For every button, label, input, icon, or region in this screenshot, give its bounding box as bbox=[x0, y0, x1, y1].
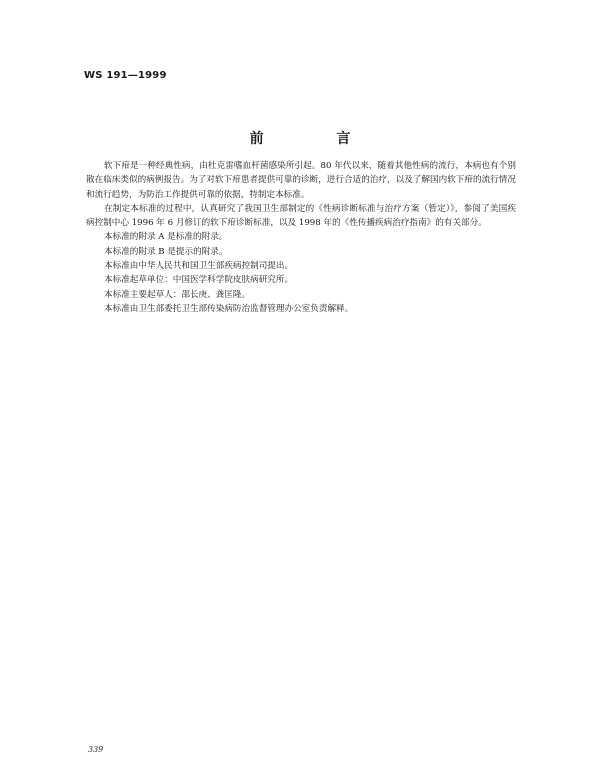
standard-code: WS 191—1999 bbox=[84, 70, 167, 81]
paragraph-references: 在制定本标准的过程中，认真研究了我国卫生部制定的《性病诊断标准与治疗方案（暂定）》，参阅了美国疾病控制中心 1996 年 6 月修订的软下疳诊断标准，以及 1998 年的《性传播疾病治疗指南》的有关部分。 bbox=[86, 203, 516, 229]
line-drafting-unit: 本标准起草单位：中国医学科学院皮肤病研究所。 bbox=[104, 275, 294, 286]
line-appendix-a: 本标准的附录 A 是标准的附录。 bbox=[104, 232, 228, 243]
line-interpretation: 本标准由卫生部委托卫生部传染病防治监督管理办公室负责解释。 bbox=[104, 303, 354, 314]
page-title: 前 言 bbox=[249, 131, 385, 147]
page-number: 339 bbox=[88, 745, 104, 754]
line-appendix-b: 本标准的附录 B 是提示的附录。 bbox=[104, 246, 228, 257]
line-proposer: 本标准由中华人民共和国卫生部疾病控制司提出。 bbox=[104, 261, 294, 272]
paragraph-intro: 软下疳是一种经典性病，由杜克雷嗜血杆菌感染所引起。80 年代以来，随着其他性病的流行，本病也有个别散在临床类似的病例报告。为了对软下疳患者提供可靠的诊断，进行合适的治疗，以及了解国内软下疳的流行情况和流行趋势，为防治工作提供可靠的依据，特制定本标准。 bbox=[86, 161, 516, 200]
foreword-body bbox=[86, 159, 516, 316]
line-drafters: 本标准主要起草人：邵长庚、龚匡隆。 bbox=[104, 289, 251, 300]
